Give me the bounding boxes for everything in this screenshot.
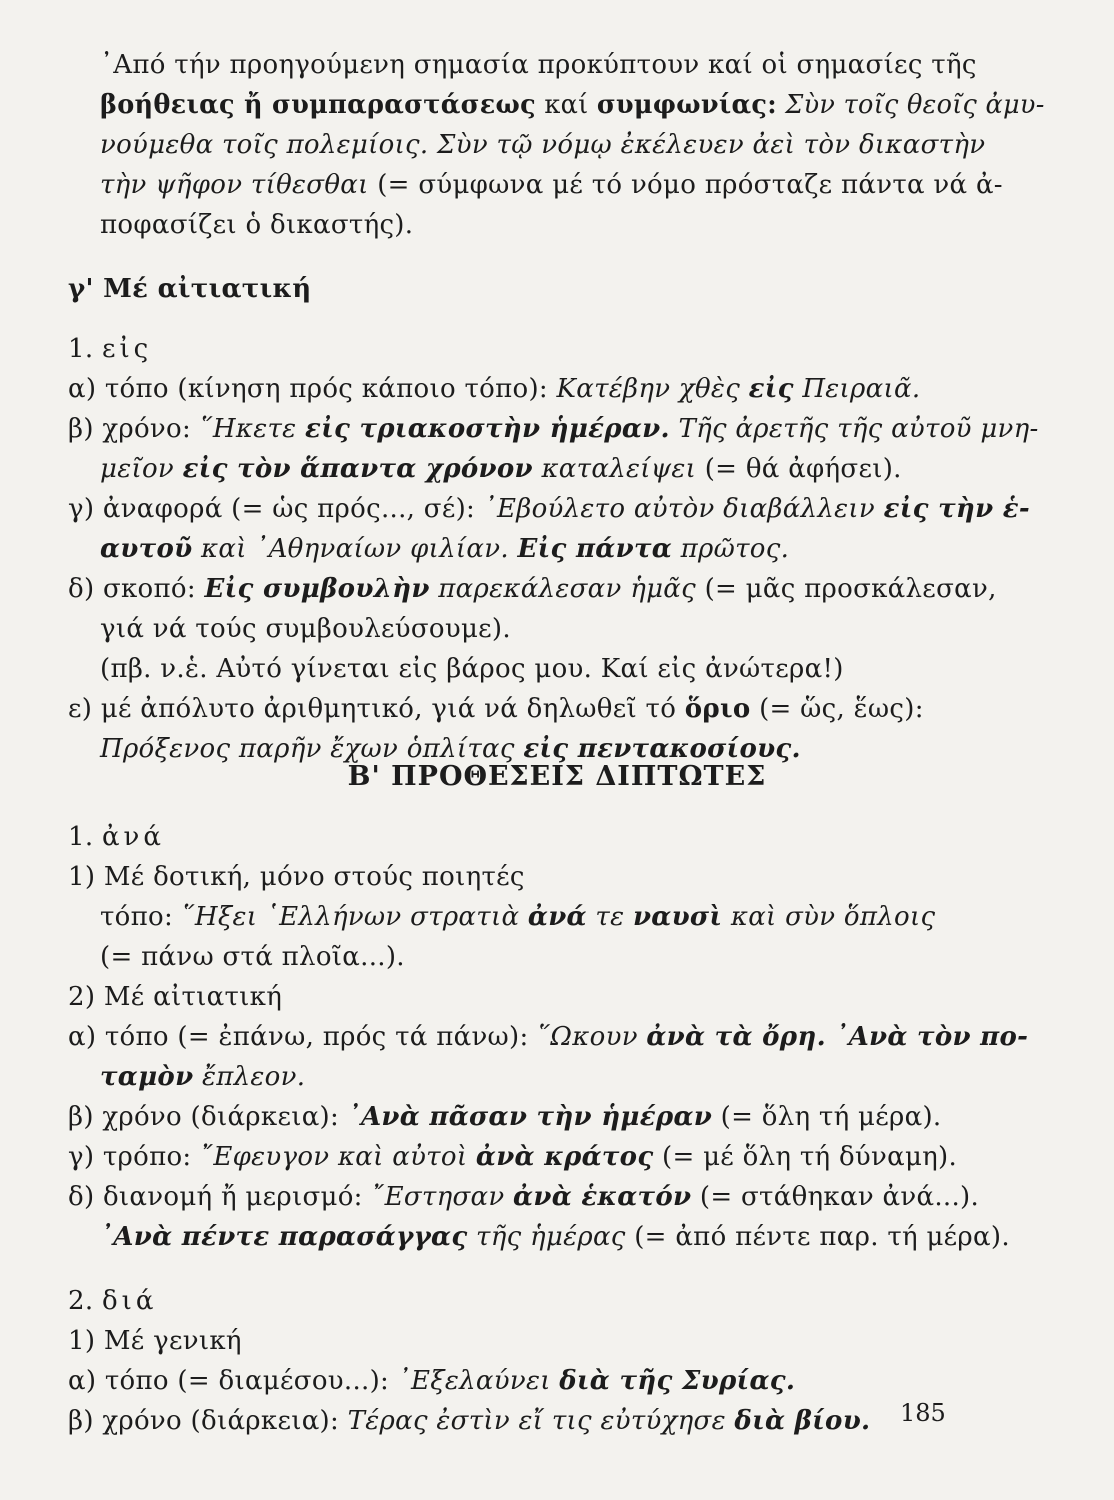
text-segment: (πβ. ν.ἑ. Αὐτό γίνεται εἰς βάρος μου. Καί εἰς ἀνώτερα!) xyxy=(100,654,844,684)
text-segment: γιά νά τούς συμβουλεύσουμε). xyxy=(100,614,511,644)
text-segment: ᾿Εβούλετο αὐτὸν διαβάλλειν xyxy=(483,494,884,524)
text-line xyxy=(100,128,985,162)
text-line xyxy=(100,1220,1010,1254)
text-line xyxy=(68,1324,242,1358)
text-segment: Εἰς συμβουλὴν xyxy=(204,574,430,604)
text-line xyxy=(100,88,1045,122)
text-segment: τόπο: xyxy=(100,902,182,932)
text-line xyxy=(68,692,924,726)
text-segment: ᾿Ανὰ πᾶσαν τὴν ἡμέραν xyxy=(347,1102,713,1132)
text-line xyxy=(68,1100,941,1134)
text-segment: ὅριο xyxy=(684,694,751,724)
text-segment: ἀνὰ κράτος xyxy=(475,1142,654,1172)
text-line xyxy=(68,1284,157,1318)
text-line xyxy=(100,532,789,566)
text-segment: διὰ βίου. xyxy=(734,1406,871,1436)
text-segment: διὰ τῆς Συρίας. xyxy=(559,1366,796,1396)
text-line xyxy=(68,1140,957,1174)
text-segment: Τῆς ἀρετῆς τῆς αὐτοῦ μνη- xyxy=(669,414,1039,444)
text-segment: ᾿Από τήν προηγούμενη σημασία προκύπτουν καί οἱ σημασίες τῆς xyxy=(100,50,977,80)
text-segment: ῞Ηκετε xyxy=(199,414,306,444)
page-number: 185 xyxy=(900,1399,946,1427)
text-segment: εἰς πεντακοσίους. xyxy=(523,734,801,764)
text-segment: β) χρόνο: xyxy=(68,414,200,444)
text-segment: (= στάθηκαν ἀνά...). xyxy=(691,1182,980,1212)
text-segment: ἀνὰ ἑκατόν xyxy=(513,1182,692,1212)
text-segment: β) χρόνο (διάρκεια): xyxy=(68,1102,348,1132)
text-line xyxy=(100,612,511,646)
text-segment: (= θά ἀφήσει). xyxy=(696,454,902,484)
text-segment: γ' Μέ αἰτιατική xyxy=(68,274,312,304)
text-segment: καὶ σὺν ὅπλοις xyxy=(722,902,936,932)
text-segment: ᾿Εξελαύνει xyxy=(397,1366,560,1396)
text-segment: (= ὅλη τή μέρα). xyxy=(712,1102,942,1132)
text-line xyxy=(100,900,935,934)
text-segment: ε) μέ ἀπόλυτο ἀριθμητικό, γιά νά δηλωθεῖ τό xyxy=(68,694,685,724)
text-segment: ῎Εστησαν xyxy=(371,1182,514,1212)
text-segment: Πρόξενος παρῆν ἔχων ὁπλίτας xyxy=(100,734,524,764)
text-line xyxy=(68,1180,979,1214)
text-segment: καταλείψει xyxy=(532,454,697,484)
text-segment: Σὺν τοῖς θεοῖς ἀμυ- xyxy=(776,90,1045,120)
text-line xyxy=(68,1020,1028,1054)
text-segment: 1) Μέ γενική xyxy=(68,1326,242,1356)
text-segment: Πειραιᾶ. xyxy=(793,374,921,404)
text-segment: γ) τρόπο: xyxy=(68,1142,201,1172)
text-segment: Εἰς πάντα xyxy=(517,534,673,564)
text-line xyxy=(68,492,1030,526)
text-line xyxy=(68,412,1039,446)
text-segment: 1. xyxy=(68,822,102,852)
text-segment: (= μέ ὅλη τή δύναμη). xyxy=(653,1142,958,1172)
text-line xyxy=(100,48,977,82)
text-segment: ῞Ηξει ῾Ελλήνων στρατιὰ xyxy=(181,902,528,932)
text-segment: ἀνὰ τὰ ὄρη. ᾿Ανὰ τὸν πο- xyxy=(646,1022,1029,1052)
text-segment: ταμὸν xyxy=(100,1062,194,1092)
text-segment: αυτοῦ xyxy=(100,534,193,564)
text-segment: Τέρας ἐστὶν εἴ τις εὐτύχησε xyxy=(347,1406,735,1436)
text-segment: δ) διανομή ἤ μερισμό: xyxy=(68,1182,372,1212)
text-segment: καί xyxy=(535,90,597,120)
text-line xyxy=(100,208,413,242)
text-segment: ῞Ωκουν xyxy=(537,1022,647,1052)
text-line xyxy=(68,272,311,306)
text-segment: εἰς τὴν ἑ- xyxy=(883,494,1030,524)
text-line xyxy=(68,860,525,894)
text-segment: τῆς ἡμέρας xyxy=(467,1222,626,1252)
text-segment: τε xyxy=(586,902,633,932)
text-segment: α) τόπο (= ἐπάνω, πρός τά πάνω): xyxy=(68,1022,538,1052)
text-segment: ἀνά xyxy=(101,822,165,852)
text-segment: πρῶτος. xyxy=(672,534,790,564)
text-line xyxy=(68,1404,870,1438)
text-line xyxy=(68,572,997,606)
text-segment: 1) Μέ δοτική, μόνο στούς ποιητές xyxy=(68,862,525,892)
text-segment: α) τόπο (κίνηση πρός κάποιο τόπο): xyxy=(68,374,557,404)
text-segment: εἰς τὸν ἅπαντα χρόνον xyxy=(182,454,533,484)
section-heading: Β' ΠΡΟΘΕΣΕΙΣ ΔΙΠΤΩΤΕΣ xyxy=(347,761,767,792)
text-segment: εἰς xyxy=(748,374,794,404)
text-segment: Κατέβην χθὲς xyxy=(556,374,749,404)
text-segment: α) τόπο (= διαμέσου...): xyxy=(68,1366,398,1396)
text-segment: ναυσὶ xyxy=(632,902,723,932)
text-segment: (= σύμφωνα μέ τό νόμο πρόσταζε πάντα νά ἀ- xyxy=(368,170,1003,200)
text-segment: εἰς τριακοστὴν ἡμέραν. xyxy=(305,414,670,444)
text-segment: (= ἀπό πέντε παρ. τή μέρα). xyxy=(625,1222,1010,1252)
text-line xyxy=(68,820,165,854)
text-segment: ῎Εφευγον καὶ αὐτοὶ xyxy=(200,1142,476,1172)
text-segment: τὴν ψῆφον τίθεσθαι xyxy=(100,170,369,200)
text-segment: γ) ἀναφορά (= ὡς πρός..., σέ): xyxy=(68,494,484,524)
text-segment: 2) Μέ αἰτιατική xyxy=(68,982,283,1012)
text-segment: β) χρόνο (διάρκεια): xyxy=(68,1406,348,1436)
text-segment: βοήθειας ἤ συμπαραστάσεως xyxy=(100,90,536,120)
text-segment: μεῖον xyxy=(100,454,183,484)
text-line xyxy=(68,372,920,406)
text-segment: ἔπλεον. xyxy=(193,1062,306,1092)
text-segment: νούμεθα τοῖς πολεμίοις. Σὺν τῷ νόμῳ ἐκέλευεν ἀεὶ τὸν δικαστὴν xyxy=(100,130,986,160)
text-segment: (= πάνω στά πλοῖα...). xyxy=(100,942,405,972)
text-segment: δ) σκοπό: xyxy=(68,574,205,604)
text-line xyxy=(68,1364,795,1398)
text-segment: παρεκάλεσαν ἡμᾶς xyxy=(429,574,696,604)
text-segment: ποφασίζει ὁ δικαστής). xyxy=(100,210,414,240)
text-segment: συμφωνίας: xyxy=(596,90,777,120)
text-line xyxy=(100,940,405,974)
text-segment: (= ὥς, ἕως): xyxy=(750,694,924,724)
text-segment: καὶ ᾿Αθηναίων φιλίαν. xyxy=(192,534,518,564)
text-line xyxy=(100,1060,305,1094)
text-line xyxy=(100,452,902,486)
text-line xyxy=(100,168,1003,202)
text-segment: διά xyxy=(101,1286,158,1316)
text-line xyxy=(100,652,844,686)
text-segment: εἰς xyxy=(101,334,153,364)
text-segment: 1. xyxy=(68,334,102,364)
text-segment: (= μᾶς προσκάλεσαν, xyxy=(696,574,997,604)
text-line xyxy=(68,980,282,1014)
text-segment: 2. xyxy=(68,1286,102,1316)
text-line xyxy=(100,732,801,766)
text-segment: ἀνά xyxy=(527,902,587,932)
text-line xyxy=(68,332,152,366)
text-segment: ᾿Ανὰ πέντε παρασάγγας xyxy=(100,1222,468,1252)
